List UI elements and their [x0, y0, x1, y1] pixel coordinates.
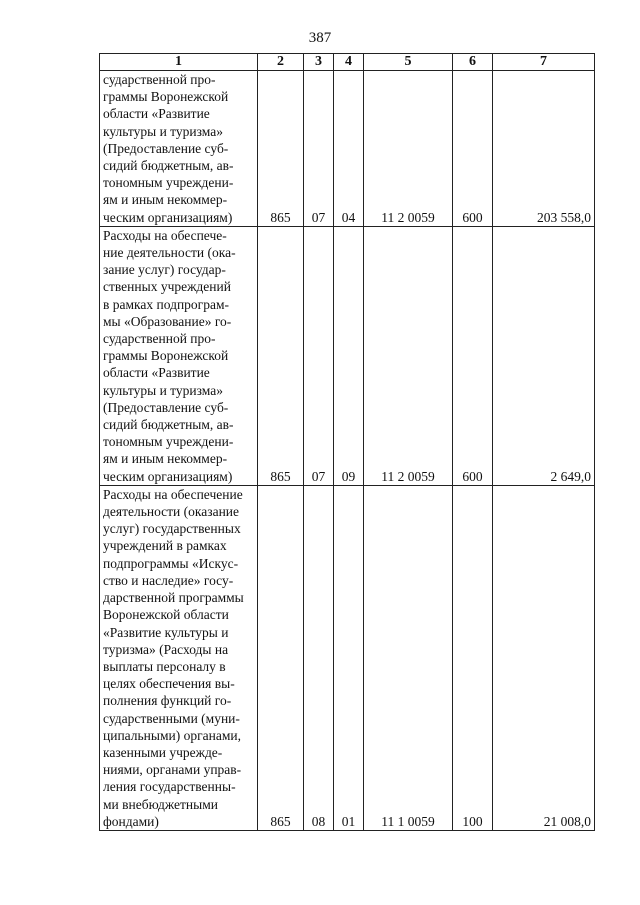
column-header-6: 6 [453, 54, 493, 71]
column-header-1: 1 [100, 54, 258, 71]
description-line: выплаты персоналу в [103, 658, 226, 674]
description-line: фондами) [103, 813, 159, 829]
description-line: (Предоставление суб- [103, 140, 229, 156]
description-line: области «Развитие [103, 365, 210, 381]
description-line: ям и иным некоммер- [103, 451, 228, 467]
description-line: туризма» (Расходы на [103, 641, 229, 657]
expense-type-code: 600 [453, 71, 493, 227]
section-code: 08 [304, 485, 334, 830]
target-article-code: 11 1 0059 [364, 485, 453, 830]
description-line: ние деятельности (ока- [103, 245, 236, 261]
amount-value: 2 649,0 [493, 226, 595, 485]
description-line: казенными учрежде- [103, 744, 223, 760]
description-line: полнения функций го- [103, 693, 232, 709]
description-line: ственных учреждений [103, 279, 231, 295]
description-line: целях обеспечения вы- [103, 676, 235, 692]
description-line: Расходы на обеспечение [103, 486, 243, 502]
expense-description [100, 226, 258, 485]
ministry-code: 865 [258, 485, 304, 830]
expense-type-code: 100 [453, 485, 493, 830]
description-line: подпрограммы «Искус- [103, 555, 239, 571]
description-line: дарственной программы [103, 590, 244, 606]
description-line: ми внебюджетными [103, 796, 218, 812]
description-line: сударственной про- [103, 331, 216, 347]
column-header-5: 5 [364, 54, 453, 71]
description-line: учреждений в рамках [103, 538, 227, 554]
description-line: области «Развитие [103, 106, 210, 122]
ministry-code: 865 [258, 71, 304, 227]
description-line: в рамках подпрограм- [103, 296, 230, 312]
description-line: Расходы на обеспече- [103, 227, 227, 243]
table-row [100, 226, 595, 485]
description-line: услуг) государственных [103, 521, 241, 537]
expense-description [100, 485, 258, 830]
description-line: ческим организациям) [103, 468, 233, 484]
description-line: деятельности (оказание [103, 504, 240, 520]
page-number: 387 [308, 30, 332, 46]
description-line: ципальными) органами, [103, 727, 241, 743]
description-line: сударственной про- [103, 72, 216, 87]
column-header-7: 7 [493, 54, 595, 71]
description-line: тономным учреждени- [103, 434, 234, 450]
description-line: сударственными (муни- [103, 710, 240, 726]
description-line: мы «Образование» го- [103, 313, 232, 329]
description-line: граммы Воронежской [103, 89, 229, 105]
amount-value: 21 008,0 [493, 485, 595, 830]
target-article-code: 11 2 0059 [364, 226, 453, 485]
section-code: 07 [304, 226, 334, 485]
description-line: Воронежской области [103, 607, 229, 623]
description-line: сидий бюджетным, ав- [103, 417, 234, 433]
expense-description [100, 71, 258, 227]
column-header-4: 4 [334, 54, 364, 71]
column-header-2: 2 [258, 54, 304, 71]
subsection-code: 04 [334, 71, 364, 227]
table-row [100, 71, 595, 227]
amount-value: 203 558,0 [493, 71, 595, 227]
description-line: ство и наследие» госу- [103, 572, 234, 588]
description-line: граммы Воронежской [103, 348, 229, 364]
budget-table [99, 53, 595, 831]
ministry-code: 865 [258, 226, 304, 485]
description-line: культуры и туризма» [103, 123, 223, 139]
section-code: 07 [304, 71, 334, 227]
description-line: ям и иным некоммер- [103, 192, 228, 208]
target-article-code: 11 2 0059 [364, 71, 453, 227]
table-row [100, 485, 595, 830]
description-line: (Предоставление суб- [103, 399, 229, 415]
subsection-code: 09 [334, 226, 364, 485]
description-line: ления государственны- [103, 779, 236, 795]
description-line: культуры и туризма» [103, 382, 223, 398]
column-header-3: 3 [304, 54, 334, 71]
description-line: сидий бюджетным, ав- [103, 158, 234, 174]
description-line: ниями, органами управ- [103, 762, 242, 778]
subsection-code: 01 [334, 485, 364, 830]
description-line: «Развитие культуры и [103, 624, 229, 640]
expense-type-code: 600 [453, 226, 493, 485]
description-line: тономным учреждени- [103, 175, 234, 191]
description-line: зание услуг) государ- [103, 262, 226, 278]
description-line: ческим организациям) [103, 209, 233, 225]
header-row [100, 54, 595, 71]
